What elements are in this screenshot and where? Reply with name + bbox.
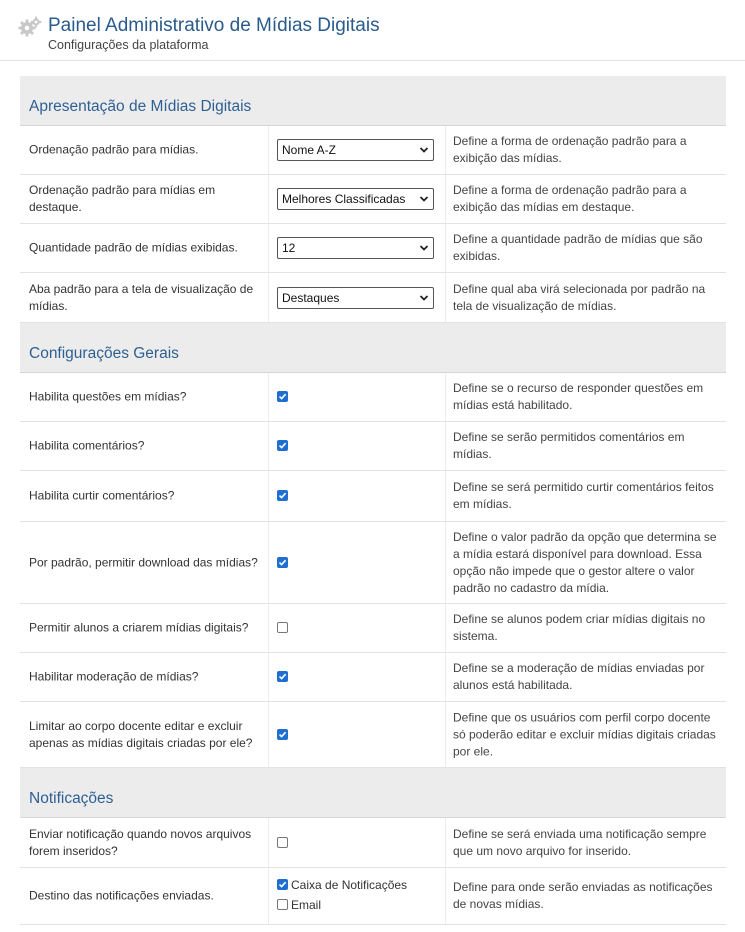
select-value: Nome A-Z <box>282 143 337 157</box>
setting-control-cell <box>268 175 446 223</box>
setting-row-comentarios <box>20 422 726 471</box>
chevron-down-icon <box>419 243 429 253</box>
setting-control-cell <box>268 522 446 603</box>
curtir-checkbox[interactable] <box>277 487 288 505</box>
checkbox-unchecked <box>277 622 288 633</box>
option-caixa-notificacoes[interactable] <box>277 877 407 892</box>
setting-row-alunos-criar <box>20 604 726 653</box>
section-header-notificacoes <box>20 768 726 818</box>
setting-row-ordenacao <box>20 126 726 175</box>
setting-label: Habilita questões em mídias? <box>29 389 187 404</box>
quantidade-select[interactable] <box>277 237 434 259</box>
setting-control-cell <box>268 653 446 701</box>
checkbox-checked <box>277 671 288 682</box>
select-value: 12 <box>282 241 296 255</box>
check-icon <box>278 392 287 401</box>
setting-description: Define se alunos podem criar mídias digitais no sistema. <box>453 612 706 643</box>
settings-panel <box>20 76 726 925</box>
option-label: Email <box>291 897 322 912</box>
check-icon <box>278 730 287 739</box>
setting-control-cell <box>268 373 446 421</box>
check-icon <box>278 672 287 681</box>
setting-description: Define a forma de ordenação padrão para a exibição das mídias. <box>453 134 687 165</box>
checkbox-unchecked <box>277 899 288 910</box>
setting-control-cell <box>268 604 446 652</box>
chevron-down-icon <box>419 293 429 303</box>
questoes-checkbox[interactable] <box>277 388 288 406</box>
setting-control-cell <box>268 818 446 867</box>
setting-row-destino-notificacoes <box>20 868 726 925</box>
page-title: Painel Administrativo de Mídias Digitais <box>48 15 380 36</box>
section-title: Notificações <box>29 790 114 807</box>
section-title: Apresentação de Mídias Digitais <box>29 98 252 115</box>
setting-label: Permitir alunos a criarem mídias digitais? <box>29 620 249 635</box>
comentarios-checkbox[interactable] <box>277 437 288 455</box>
check-icon <box>278 558 287 567</box>
chevron-down-icon <box>419 145 429 155</box>
setting-label: Habilita comentários? <box>29 438 145 453</box>
setting-description: Define que os usuários com perfil corpo docente só poderão editar e excluir mídias digitais criadas por ele. <box>453 710 716 758</box>
setting-row-moderacao <box>20 653 726 702</box>
moderacao-checkbox[interactable] <box>277 668 288 686</box>
setting-control-cell <box>268 868 446 924</box>
checkbox-unchecked <box>277 837 288 848</box>
setting-row-notificacao-arquivos <box>20 818 726 868</box>
setting-description: Define para onde serão enviadas as notificações de novas mídias. <box>453 880 713 911</box>
setting-control-cell <box>268 702 446 767</box>
notificacao-arquivos-checkbox[interactable] <box>277 834 288 852</box>
setting-description: Define se será enviada uma notificação sempre que um novo arquivo for inserido. <box>453 826 707 858</box>
setting-description: Define se a moderação de mídias enviadas por alunos está habilitada. <box>453 661 705 692</box>
option-email[interactable] <box>277 897 321 912</box>
setting-description: Define se será permitido curtir comentários feitos em mídias. <box>453 480 714 511</box>
option-label: Caixa de Notificações <box>291 877 408 892</box>
setting-label: Ordenação padrão para mídias em destaque. <box>29 183 216 214</box>
checkbox-checked <box>277 557 288 568</box>
setting-row-corpo-docente <box>20 702 726 768</box>
page-subtitle: Configurações da plataforma <box>48 38 209 52</box>
ordenacao-select[interactable] <box>277 139 434 161</box>
setting-row-questoes <box>20 373 726 422</box>
setting-control-cell <box>268 273 446 322</box>
ordenacao-destaque-select[interactable] <box>277 188 434 210</box>
chevron-down-icon <box>419 194 429 204</box>
setting-label: Enviar notificação quando novos arquivos forem inseridos? <box>29 826 252 858</box>
setting-label: Por padrão, permitir download das mídias? <box>29 555 258 569</box>
setting-description: Define a quantidade padrão de mídias que são exibidas. <box>453 232 703 263</box>
check-icon <box>278 880 287 889</box>
checkbox-checked <box>277 490 288 501</box>
checkbox-checked <box>277 440 288 451</box>
setting-description: Define se serão permitidos comentários em mídias. <box>453 430 685 461</box>
setting-label: Habilitar moderação de mídias? <box>29 669 199 684</box>
select-value: Melhores Classificadas <box>282 192 406 206</box>
setting-label: Aba padrão para a tela de visualização de mídias. <box>29 281 254 313</box>
page-header <box>0 0 745 61</box>
checkbox-checked <box>277 879 288 890</box>
setting-row-aba-padrao <box>20 273 726 323</box>
gears-icon <box>18 16 42 38</box>
setting-control-cell <box>268 224 446 272</box>
setting-control-cell <box>268 422 446 470</box>
checkbox-checked <box>277 391 288 402</box>
setting-row-ordenacao-destaque <box>20 175 726 224</box>
section-title: Configurações Gerais <box>29 345 179 362</box>
check-icon <box>278 491 287 500</box>
setting-control-cell <box>268 126 446 174</box>
select-value: Destaques <box>282 290 340 305</box>
setting-description: Define se o recurso de responder questões em mídias está habilitado. <box>453 381 704 412</box>
setting-label: Destino das notificações enviadas. <box>29 888 214 903</box>
setting-label: Habilita curtir comentários? <box>29 488 175 503</box>
section-header-apresentacao <box>20 76 726 126</box>
setting-description: Define qual aba virá selecionada por padrão na tela de visualização de mídias. <box>453 281 706 313</box>
setting-row-download <box>20 522 726 604</box>
check-icon <box>278 441 287 450</box>
aba-padrao-select[interactable] <box>277 287 434 309</box>
setting-label: Ordenação padrão para mídias. <box>29 142 199 157</box>
checkbox-checked <box>277 729 288 740</box>
setting-description: Define a forma de ordenação padrão para a exibição das mídias em destaque. <box>453 183 687 214</box>
corpo-docente-checkbox[interactable] <box>277 726 288 744</box>
alunos-criar-checkbox[interactable] <box>277 619 288 637</box>
setting-label: Limitar ao corpo docente editar e excluir apenas as mídias digitais criadas por ele? <box>29 718 253 750</box>
section-header-gerais <box>20 323 726 373</box>
setting-control-cell <box>268 471 446 521</box>
download-checkbox[interactable] <box>277 554 288 572</box>
setting-row-quantidade <box>20 224 726 273</box>
setting-description: Define o valor padrão da opção que determina se a mídia estará disponível para download. Essa opção não impede que o gestor altere o valor padrão no cadastro da mídia. <box>453 529 717 595</box>
setting-row-curtir <box>20 471 726 522</box>
setting-label: Quantidade padrão de mídias exibidas. <box>29 240 238 255</box>
